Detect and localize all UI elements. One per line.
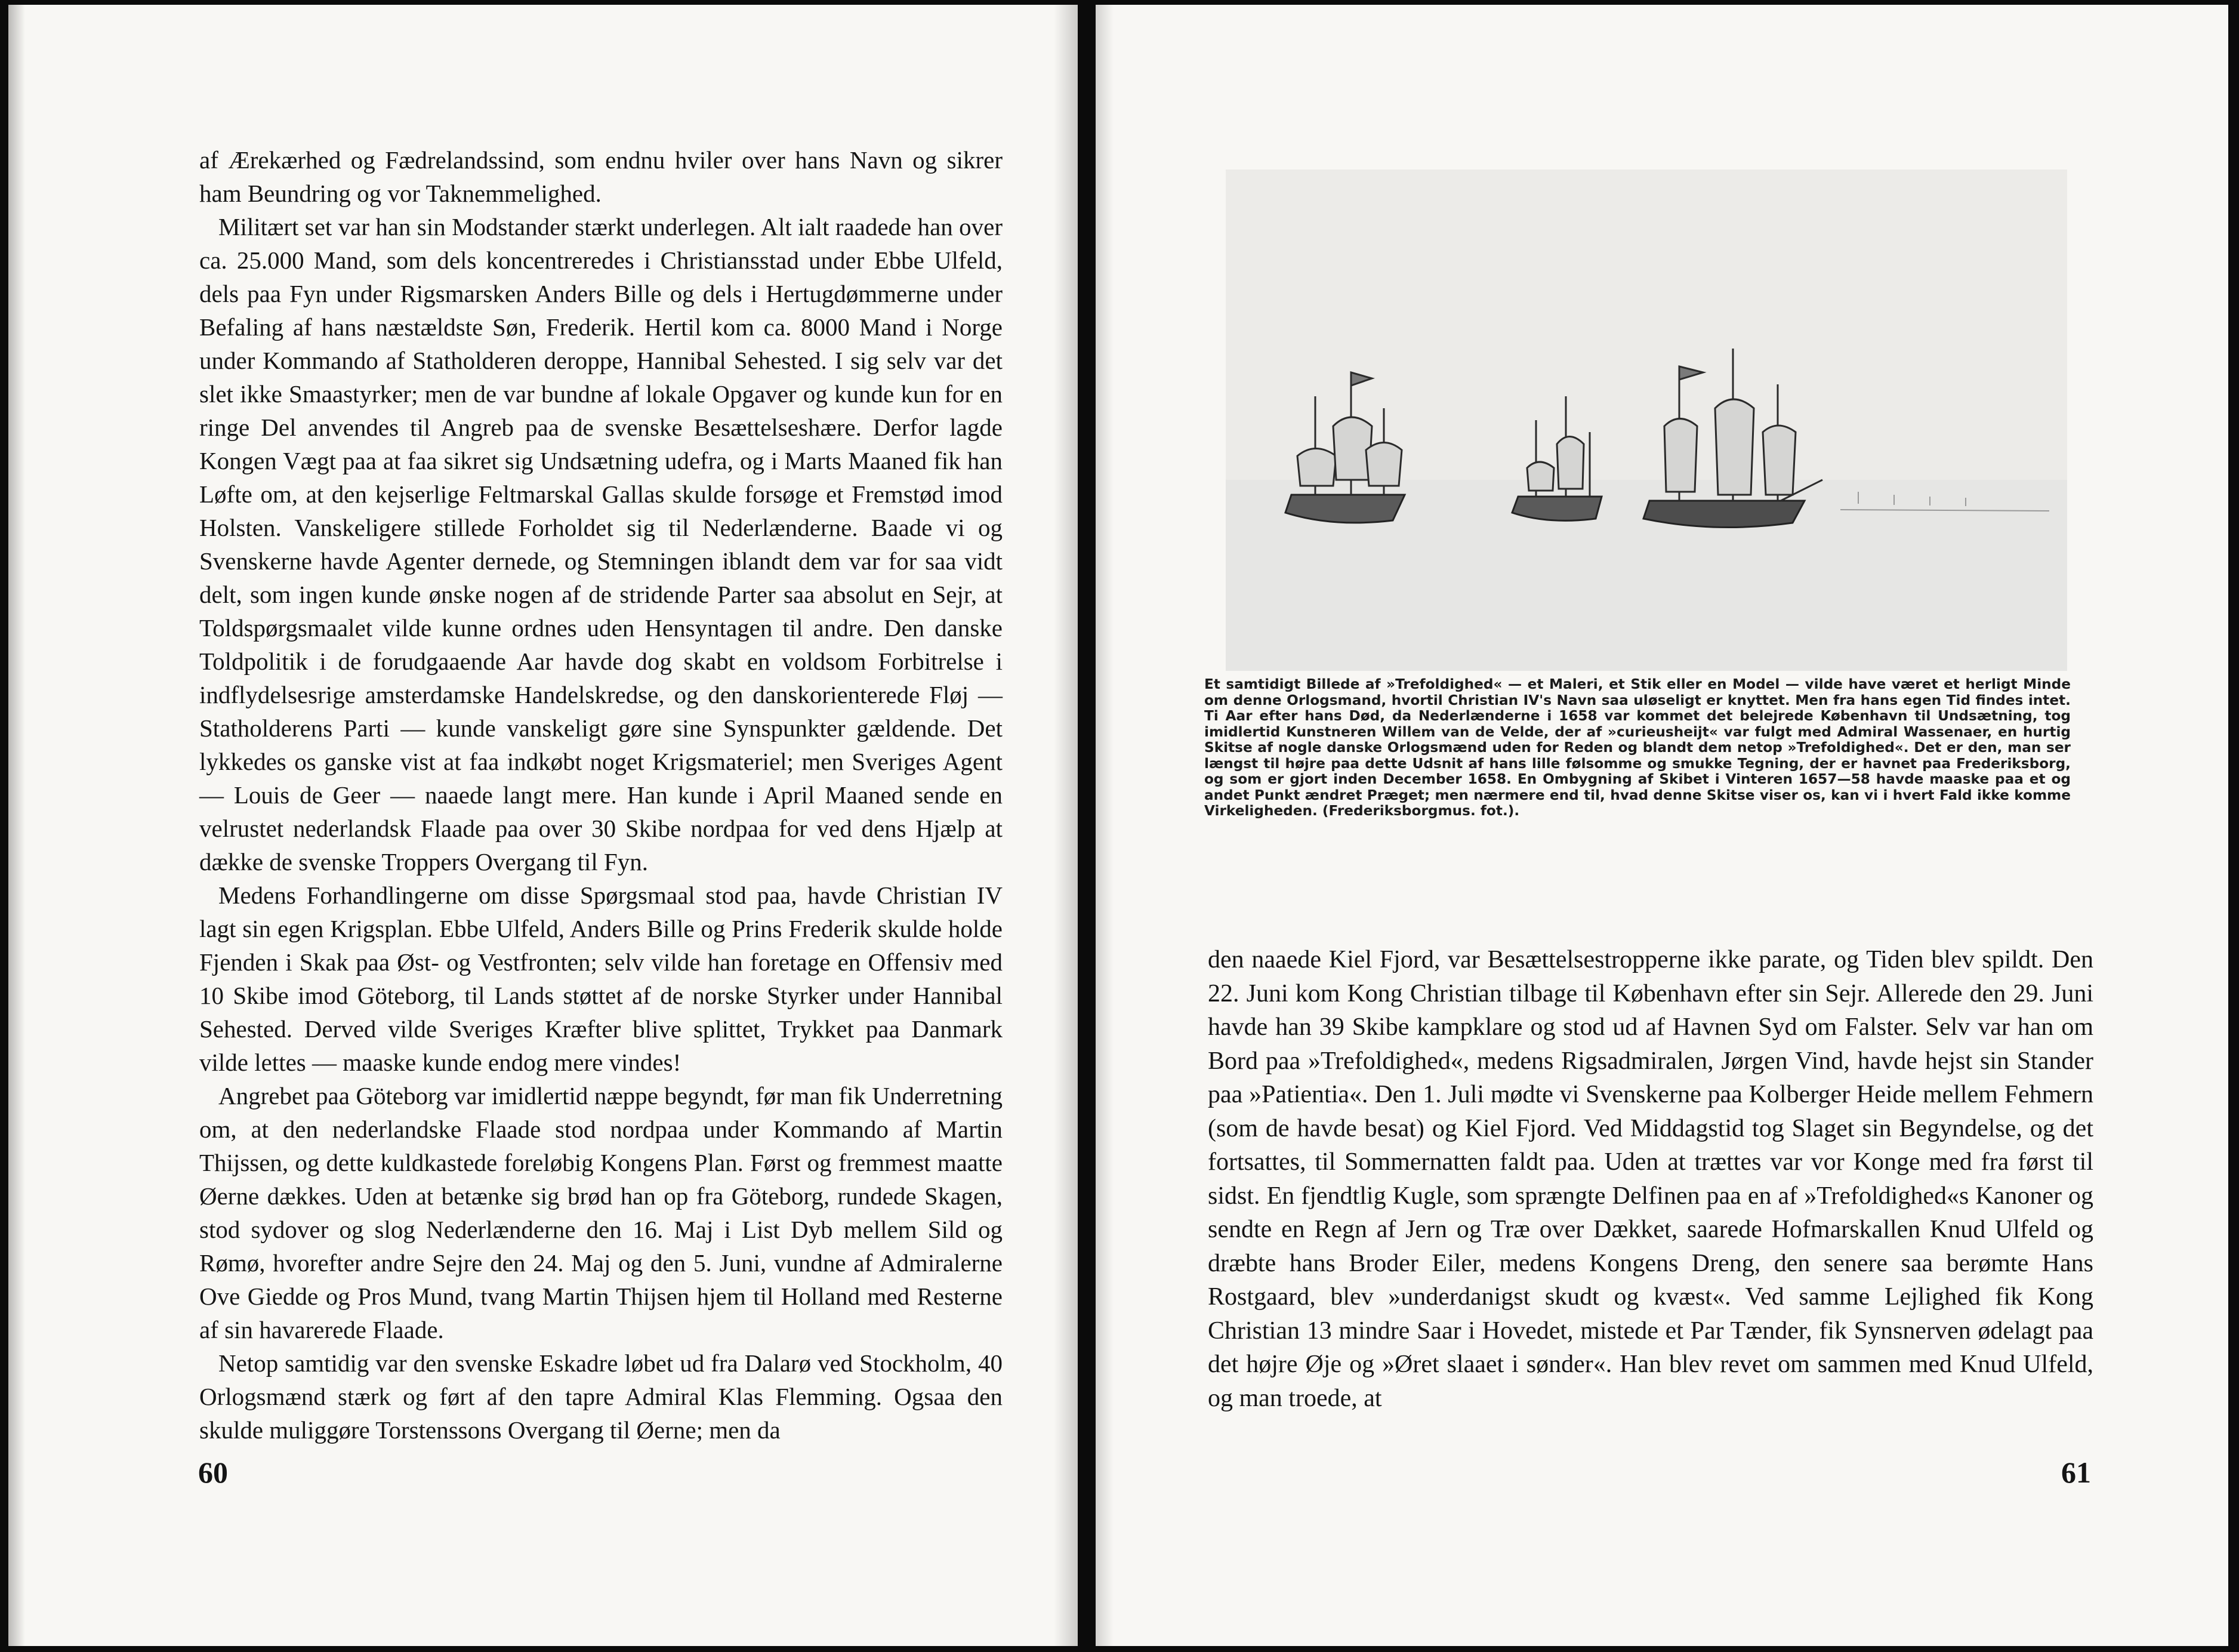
left-body-text (199, 143, 1003, 1447)
page-number: 60 (198, 1456, 228, 1489)
paragraph: Militært set var han sin Modstander stærkt underlegen. Alt ialt raadede han over ca. 25.000 Mand, som dels koncentreredes i Christiansstad under Ebbe Ulfeld, dels paa Fyn under Rigsmarsken Anders Bille og dels i Hertugdømmerne under Befaling af hans næstældste Søn, Frederik. Hertil kom ca. 8000 Mand i Norge under Kommando af Statholderen deroppe, Hannibal Sehested. I sig selv var det slet ikke Smaastyrker; men de var bundne af lokale Opgaver og kunde kun for en ringe Del anvendes til Angreb paa de svenske Besættelseshære. Derfor lagde Kongen Vægt paa at faa sikret sig Undsætning udefra, og i Marts Maaned fik han Løfte om, at den kejserlige Feltmarskal Gallas skulde forsøge et Fremstød imod Holsten. Vanskeligere stillede Forholdet sig til Nederlænderne. Baade vi og Svenskerne havde Agenter dernede, og Stemningen iblandt dem var for saa vidt delt, som ingen kunde ønske nogen af de stridende Parter saa absolut en Sejr, at Toldspørgsmaalet vilde kunne ordnes uden Hensyntagen til andre. Den danske Toldpolitik i de forudgaaende Aar havde dog skabt en voldsom Forbitrelse i indflydelsesrige amsterdamske Handelskredse, og den danskorienterede Fløj — Statholderens Parti — kunde vanskeligt gøre sine Synspunkter gældende. Det lykkedes os ganske vist at faa indkøbt noget Krigsmateriel; men Sveriges Agent — Louis de Geer — naaede langt mere. Han kunde i April Maaned sende en velrustet nederlandsk Flaade paa over 30 Skibe nordpaa for ved dens Hjælp at dække de svenske Troppers Overgang til Fyn. (199, 213, 1003, 876)
paragraph: af Ærekærhed og Fædrelandssind, som endnu hviler over hans Navn og sikrer ham Beundring og vor Taknemmelighed. (199, 146, 1003, 207)
paragraph: Angrebet paa Göteborg var imidlertid næppe begyndt, før man fik Underretning om, at den nederlandske Flaade stod nordpaa under Kommando af Martin Thijssen, og dette kuldkastede foreløbig Kongens Plan. Først og fremmest maatte Øerne dækkes. Uden at betænke sig brød han op fra Göteborg, rundede Skagen, stod sydover og slog Nederlænderne den 16. Maj i List Dyb mellem Sild og Rømø, hvorefter andre Sejre den 24. Maj og den 5. Juni, vundne af Admiralerne Ove Giedde og Pros Mund, tvang Martin Thijsen hjem til Holland med Resterne af sin havarerede Flaade. (199, 1082, 1003, 1343)
page-edge-shadow (8, 5, 25, 1646)
right-page (1096, 5, 2228, 1646)
paragraph: den naaede Kiel Fjord, var Besættelsestropperne ikke parate, og Tiden blev spildt. Den 22. Juni kom Kong Christian tilbage til København efter sin Sejr. Allerede den 29. Juni havde han 39 Skibe kampklare og stod ud af Havnen Syd om Falster. Selv var han om Bord paa »Trefoldighed«, medens Rigsadmiralen, Jørgen Vind, havde hejst sin Stander paa »Patientia«. Den 1. Juli mødte vi Svenskerne paa Kolberger Heide mellem Fehmern (som de havde besat) og Kiel Fjord. Ved Middagstid tog Slaget sin Begyndelse, og det fortsattes, til Sommernatten faldt paa. Uden at trættes var vor Konge med fra først til sidst. En fjendtlig Kugle, som sprængte Delfinen paa en af »Trefoldighed«s Kanoner og sendte en Regn af Jern og Træ over Dækket, saarede Hofmarskallen Knud Ulfeld og dræbte hans Broder Eiler, medens Kongens Dreng, den senere saa berømte Hans Rostgaard, blev »underdanigst skudt og kvæst«. Ved samme Lejlighed fik Kong Christian 13 mindre Saar i Hovedet, mistede et Par Tænder, fik Synsnerven ødelagt paa det højre Øje og »Øret slaaet i sønder«. Han blev revet om sammen med Knud Ulfeld, og man troede, at (1208, 946, 2093, 1412)
illustration-caption: Et samtidigt Billede af »Trefoldighed« — et Maleri, et Stik eller en Model — vilde have været et herligt Minde om denne Orlogsmand, hvortil Christian IV's Navn saa uløseligt er knyttet. Men fra hans egen Tid findes intet. Ti Aar efter hans Død, da Nederlænderne i 1658 var kommet det belejrede København til Undsætning, tog imidlertid Kunstneren Willem van de Velde, der af »curieusheijt« var fulgt med Admiral Wassenaer, en hurtig Skitse af nogle danske Orlogsmænd uden for Reden og blandt dem netop »Trefoldighed«. Det er den, man ser længst til højre paa dette Udsnit af hans lille følsomme og smukke Tegning, der er havnet paa Frederiksborg, og som er gjort inden December 1658. En Ombygning af Skibet i Vinteren 1657—58 havde maaske paa et og andet Punkt ændret Præget; men nærmere end til, hvad denne Skitse viser os, kan vi i hvert Fald ikke komme Virkeligheden. (Frederiksborgmus. fot.). (1204, 676, 2071, 819)
left-page (8, 5, 1078, 1646)
gutter-shadow (1096, 5, 1114, 1646)
ship-sketch-illustration (1226, 169, 2067, 671)
right-body-text (1208, 943, 2093, 1415)
paragraph: Netop samtidig var den svenske Eskadre løbet ud fra Dalarø ved Stockholm, 40 Orlogsmænd stærk og ført af den tapre Admiral Klas Flemming. Ogsaa den skulde muliggøre Torstenssons Overgang til Øerne; men da (199, 1349, 1003, 1444)
gutter-shadow (1054, 5, 1078, 1646)
page-number: 61 (2061, 1456, 2091, 1489)
paragraph: Medens Forhandlingerne om disse Spørgsmaal stod paa, havde Christian IV lagt sin egen Krigsplan. Ebbe Ulfeld, Anders Bille og Prins Frederik skulde holde Fjenden i Skak paa Øst- og Vestfronten; selv vilde han foretage en Offensiv med 10 Skibe imod Göteborg, til Lands støttet af de norske Styrker under Hannibal Sehested. Derved vilde Sveriges Kræfter blive splittet, Trykket paa Danmark vilde lettes — maaske kunde endog mere vindes! (199, 882, 1003, 1076)
